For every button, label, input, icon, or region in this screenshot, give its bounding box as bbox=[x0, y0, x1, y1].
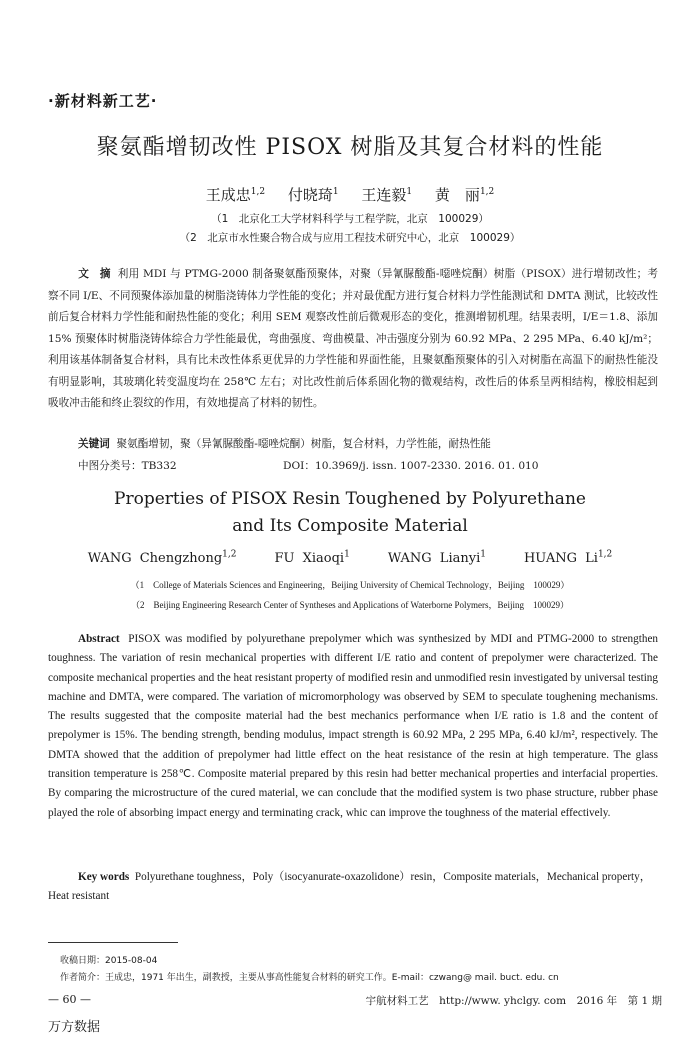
english-authors bbox=[20, 551, 680, 566]
author-name: FU Xiaoqi bbox=[274, 551, 345, 566]
chinese-affiliation-2: （2 北京市水性聚合物合成与应用工程技术研究中心，北京 100029） bbox=[179, 232, 521, 244]
journal-footer: 宇航材料工艺 http://www. yhclgy. com 2016 年 第 1 期 bbox=[365, 995, 662, 1007]
chinese-keywords-text: 聚氨酯增韧，聚（异氰脲酸酯-噁唑烷酮）树脂，复合材料，力学性能，耐热性能 bbox=[116, 438, 491, 450]
chinese-title: 聚氨酯增韧改性 PISOX 树脂及其复合材料的性能 bbox=[96, 135, 604, 160]
english-abstract-label: Abstract bbox=[78, 633, 120, 645]
chinese-authors bbox=[20, 184, 680, 205]
english-title-line-1: Properties of PISOX Resin Toughened by Polyurethane bbox=[114, 489, 586, 509]
author-affil-mark: 1 bbox=[480, 549, 486, 560]
watermark: 万方数据 bbox=[48, 1020, 101, 1035]
english-keywords-label: Key words bbox=[78, 871, 130, 883]
english-abstract-text: PISOX was modified by polyurethane prepolymer which was synthesized by MDI and PTMG-2000 to strengthen toughness. The variation of resin mechanical properties with different I/E ratio and content of prepolymer were characterized. The composite mechanical properties and the heat resistant property of modified resin and unmodified resin investigated by universal testing machine and DMTA, were compared. The variation of micromorphology was observed by SEM to speculate toughening mechanisms. The results suggested that the composite material had the best mechanics performance when I/E ratio is 1.8 and the content of prepolymer is 15%. The bending strength, bending modulus, impact strength is 60.92 MPa, 2 295 MPa, 6.40 kJ/m², respectively. The DMTA showed that the addition of prepolymer had little effect on the heat resistance of the resin at high temperature. The glass transition temperature is 258℃. Composite material prepared by this resin had better mechanical properties and interfacial properties. By comparing the microstructure of the cured material, we can conclude that the modified system is two phase structure, rubber phase played the role of absorbing impact energy and terminating crack, whic can improve the toughness of the material effectively. bbox=[48, 633, 658, 819]
doi: DOI：10.3969/j. issn. 1007-2330. 2016. 01. 010 bbox=[283, 460, 539, 472]
section-label: ·新材料新工艺· bbox=[48, 92, 158, 110]
chinese-abstract bbox=[48, 264, 658, 415]
classification-value: TB332 bbox=[141, 460, 177, 472]
author-name: 黄 丽 bbox=[434, 186, 480, 204]
english-affiliation-1: （1 College of Materials Sciences and Engineering，Beijing University of Chemical Technology，Beijing 100029） bbox=[130, 580, 570, 590]
author-name: HUANG Li bbox=[523, 551, 598, 566]
chinese-affiliation-1: （1 北京化工大学材料科学与工程学院，北京 100029） bbox=[211, 213, 489, 225]
chinese-keywords bbox=[78, 436, 491, 451]
author-affil-mark: 1 bbox=[332, 187, 339, 197]
chinese-abstract-label: 文 摘 bbox=[78, 268, 111, 280]
author-name: 付晓琦 bbox=[287, 186, 333, 204]
classification-number bbox=[78, 458, 177, 473]
author-affil-mark: 1,2 bbox=[250, 187, 266, 197]
chinese-keywords-label: 关键词 bbox=[78, 438, 110, 450]
author-affil-mark: 1,2 bbox=[222, 549, 237, 560]
english-abstract bbox=[48, 630, 658, 823]
english-affiliation-2: （2 Beijing Engineering Research Center of Syntheses and Applications of Waterborne Polymers，Beijing 100029） bbox=[130, 600, 570, 610]
english-keywords-text: Polyurethane toughness，Poly（isocyanurate-oxazolidone）resin，Composite materials，Mechanical property，Heat resistant bbox=[48, 871, 651, 903]
author-name: 王连毅 bbox=[361, 186, 407, 204]
footnote-received-date: 收稿日期：2015-08-04 bbox=[60, 956, 158, 966]
author-affil-mark: 1,2 bbox=[479, 187, 495, 197]
english-title-line-2: and Its Composite Material bbox=[232, 516, 468, 536]
author-affil-mark: 1 bbox=[406, 187, 413, 197]
author-name: WANG Chengzhong bbox=[87, 551, 223, 566]
english-keywords bbox=[48, 868, 658, 907]
footnote-author-intro: 作者简介：王成忠，1971 年出生，副教授，主要从事高性能复合材料的研究工作。E-mail：czwang@ mail. buct. edu. cn bbox=[60, 973, 559, 983]
author-name: 王成忠 bbox=[205, 186, 251, 204]
footnote-divider bbox=[48, 942, 178, 943]
author-name: WANG Lianyi bbox=[387, 551, 481, 566]
author-affil-mark: 1 bbox=[344, 549, 350, 560]
page-number: — 60 — bbox=[48, 993, 91, 1006]
author-affil-mark: 1,2 bbox=[597, 549, 613, 560]
classification-label: 中图分类号： bbox=[78, 460, 142, 472]
chinese-abstract-text: 利用 MDI 与 PTMG-2000 制备聚氨酯预聚体，对聚（异氰脲酸酯-噁唑烷酮）树脂（PISOX）进行增韧改性；考察不同 I/E、不同预聚体添加量的树脂浇铸体力学性能的变化；并对最优配方进行复合材料力学性能测试和 DMTA 测试，比较改性前后复合材料力学性能和耐热性能的变化；利用 SEM 观察改性前后微观形态的变化，推测增韧机理。结果表明，I/E＝1.8、添加 15% 预聚体时树脂浇铸体综合力学性能最优，弯曲强度、弯曲模量、冲击强度分别为 60.92 MPa、2 295 MPa、6.40 kJ/m²；利用该基体制备复合材料，具有比未改性体系更优异的力学性能和界面性能，且聚氨酯预聚体的引入对树脂在高温下的耐热性能没有明显影响，其玻璃化转变温度均在 258℃ 左右；对比改性前后体系固化物的微观结构，改性后的体系呈两相结构，橡胶相起到吸收冲击能和终止裂纹的作用，有效地提高了材料的韧性。 bbox=[48, 268, 658, 409]
english-title bbox=[20, 486, 680, 540]
